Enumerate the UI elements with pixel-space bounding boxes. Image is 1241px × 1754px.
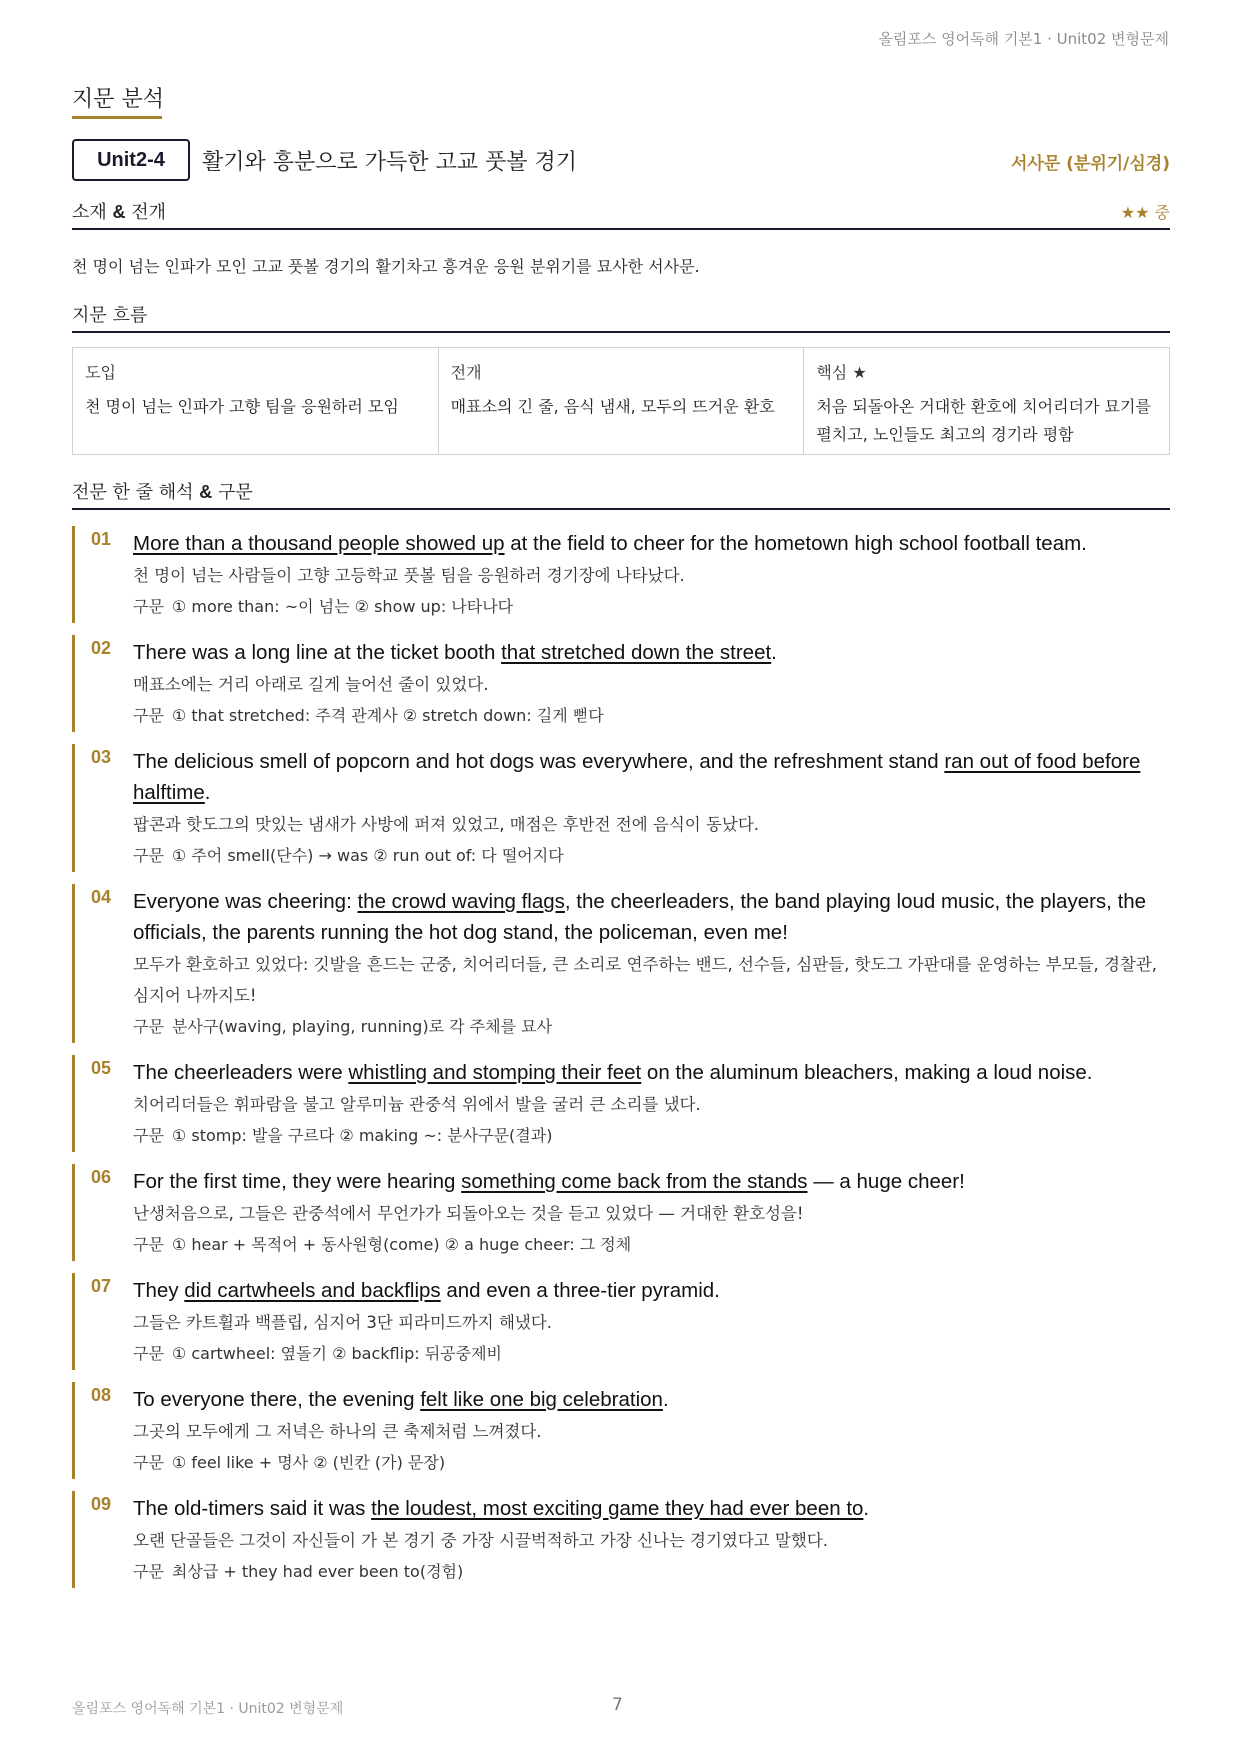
sentence-item	[72, 884, 1170, 1043]
sentence-grammar: 구문 ① cartwheel: 옆돌기 ② backflip: 뒤공중제비	[133, 1344, 502, 1363]
flow-cell-text: 천 명이 넘는 인파가 고향 팀을 응원하러 모임	[85, 397, 399, 416]
sentence-english: The old-timers said it was the loudest, most exciting game they had ever been to.	[133, 1497, 870, 1520]
flow-cell-label: 전개	[450, 363, 482, 382]
flow-cell-label: 도입	[85, 363, 116, 382]
sentence-item	[72, 1382, 1170, 1479]
key-phrase: felt like one big celebration	[420, 1388, 663, 1411]
flow-cell-label: 핵심 ★	[816, 363, 867, 382]
sentence-grammar: 구문 ① hear + 목적어 + 동사원형(come) ② a huge cheer: 그 정체	[133, 1235, 632, 1254]
sentence-korean: 팝콘과 핫도그의 맛있는 냄새가 사방에 퍼져 있었고, 매점은 후반전 전에 음식이 동났다.	[133, 815, 760, 834]
flow-cell-development	[439, 348, 805, 454]
sentence-grammar: 구문 ① more than: ~이 넘는 ② show up: 나타나다	[133, 597, 514, 616]
sentence-grammar: 구문 ① 주어 smell(단수) → was ② run out of: 다 떨어지다	[133, 846, 564, 865]
section-title-underline	[72, 116, 162, 119]
sentence-item	[72, 1273, 1170, 1370]
sentence-english: There was a long line at the ticket booth that stretched down the street.	[133, 641, 777, 664]
sentence-korean: 그곳의 모두에게 그 저녁은 하나의 큰 축제처럼 느껴졌다.	[133, 1422, 542, 1441]
sentence-list	[72, 526, 1170, 1600]
unit-title: 활기와 흥분으로 가득한 고교 풋볼 경기	[202, 150, 577, 175]
sentence-english: To everyone there, the evening felt like one big celebration.	[133, 1388, 669, 1411]
sentence-korean: 난생처음으로, 그들은 관중석에서 무언가가 되돌아오는 것을 듣고 있었다 — 거대한 환호성을!	[133, 1204, 804, 1223]
sentence-grammar: 구문 ① that stretched: 주격 관계사 ② stretch down: 길게 뻗다	[133, 706, 604, 725]
sentence-number: 07	[91, 1276, 112, 1296]
material-label: 소재 & 전개	[72, 202, 166, 223]
sentence-english: They did cartwheels and backflips and even a three-tier pyramid.	[133, 1279, 720, 1302]
key-phrase: that stretched down the street	[501, 641, 772, 664]
unit-header	[72, 139, 1170, 181]
flow-cell-text: 처음 되돌아온 거대한 환호에 치어리더가 묘기를 펼치고, 노인들도 최고의 경기라 평함	[816, 397, 1151, 444]
flow-table	[72, 347, 1170, 455]
sentence-grammar: 구문 분사구(waving, playing, running)로 각 주체를 묘사	[133, 1017, 553, 1036]
sentence-korean: 오랜 단골들은 그것이 자신들이 가 본 경기 중 가장 시끌벅적하고 가장 신나는 경기였다고 말했다.	[133, 1531, 829, 1550]
sentence-number: 06	[91, 1167, 112, 1187]
sentence-grammar: 구문 ① feel like + 명사 ② (빈칸 (가) 문장)	[133, 1453, 446, 1472]
flow-cell-core	[804, 348, 1169, 454]
sentence-english: Everyone was cheering: the crowd waving flags, the cheerleaders, the band playing loud music, the players, the officials, the parents running the hot dog stand, the policeman, even me!	[133, 890, 1147, 944]
material-summary: 천 명이 넘는 인파가 모인 고교 풋볼 경기의 활기차고 흥겨운 응원 분위기를 묘사한 서사문.	[72, 257, 700, 276]
sentence-item	[72, 744, 1170, 872]
key-phrase: something come back from the stands	[461, 1170, 808, 1193]
section-title: 지문 분석	[72, 87, 165, 112]
translation-heading	[72, 476, 1170, 510]
key-phrase: the loudest, most exciting game they had ever been to	[371, 1497, 864, 1520]
sentence-number: 08	[91, 1385, 112, 1405]
sentence-english: The delicious smell of popcorn and hot dogs was everywhere, and the refreshment stand ran out of food before halftime.	[133, 750, 1141, 804]
unit-badge: Unit2-4	[72, 139, 190, 181]
sentence-grammar: 구문 최상급 + they had ever been to(경험)	[133, 1562, 464, 1581]
sentence-number: 05	[91, 1058, 112, 1078]
sentence-number: 09	[91, 1494, 112, 1514]
sentence-korean: 매표소에는 거리 아래로 길게 늘어선 줄이 있었다.	[133, 675, 489, 694]
page-number: 7	[612, 1695, 623, 1715]
sentence-korean: 모두가 환호하고 있었다: 깃발을 흔드는 군중, 치어리더들, 큰 소리로 연주하는 밴드, 선수들, 심판들, 핫도그 가판대를 운영하는 부모들, 경찰관, 심지어 나까지도!	[133, 955, 1158, 1005]
key-phrase: whistling and stomping their feet	[348, 1061, 642, 1084]
sentence-item	[72, 635, 1170, 732]
translation-label: 전문 한 줄 해석 & 구문	[72, 482, 253, 503]
sentence-korean: 그들은 카트휠과 백플립, 심지어 3단 피라미드까지 해냈다.	[133, 1313, 553, 1332]
sentence-english: The cheerleaders were whistling and stomping their feet on the aluminum bleachers, making a loud noise.	[133, 1061, 1093, 1084]
running-head: 올림포스 영어독해 기본1 · Unit02 변형문제	[878, 30, 1169, 48]
sentence-english: For the first time, they were hearing something come back from the stands — a huge cheer!	[133, 1170, 965, 1193]
difficulty-level: ★★ 중	[1120, 203, 1170, 222]
sentence-number: 04	[91, 887, 112, 907]
sentence-korean: 치어리더들은 휘파람을 불고 알루미늄 관중석 위에서 발을 굴러 큰 소리를 냈다.	[133, 1095, 701, 1114]
sentence-item	[72, 1055, 1170, 1152]
flow-cell-intro	[73, 348, 439, 454]
key-phrase: More than a thousand people showed up	[133, 532, 505, 555]
key-phrase: the crowd waving flags	[357, 890, 565, 913]
key-phrase: ran out of food before halftime	[133, 750, 1141, 804]
sentence-number: 03	[91, 747, 112, 767]
footer-running-title: 올림포스 영어독해 기본1 · Unit02 변형문제	[72, 1701, 344, 1717]
flow-label: 지문 흐름	[72, 305, 148, 326]
flow-cell-text: 매표소의 긴 줄, 음식 냄새, 모두의 뜨거운 환호	[450, 397, 775, 416]
flow-heading	[72, 299, 1170, 333]
sentence-item	[72, 526, 1170, 623]
sentence-korean: 천 명이 넘는 사람들이 고향 고등학교 풋볼 팀을 응원하러 경기장에 나타났다.	[133, 566, 685, 585]
sentence-grammar: 구문 ① stomp: 발을 구르다 ② making ~: 분사구문(결과)	[133, 1126, 553, 1145]
sentence-item	[72, 1164, 1170, 1261]
sentence-item	[72, 1491, 1170, 1588]
genre-label: 서사문 (분위기/심경)	[1010, 154, 1170, 174]
sentence-number: 02	[91, 638, 112, 658]
sentence-number: 01	[91, 529, 112, 549]
sentence-english: More than a thousand people showed up at the field to cheer for the hometown high school football team.	[133, 532, 1087, 555]
material-heading	[72, 196, 1170, 230]
key-phrase: did cartwheels and backflips	[184, 1279, 441, 1302]
